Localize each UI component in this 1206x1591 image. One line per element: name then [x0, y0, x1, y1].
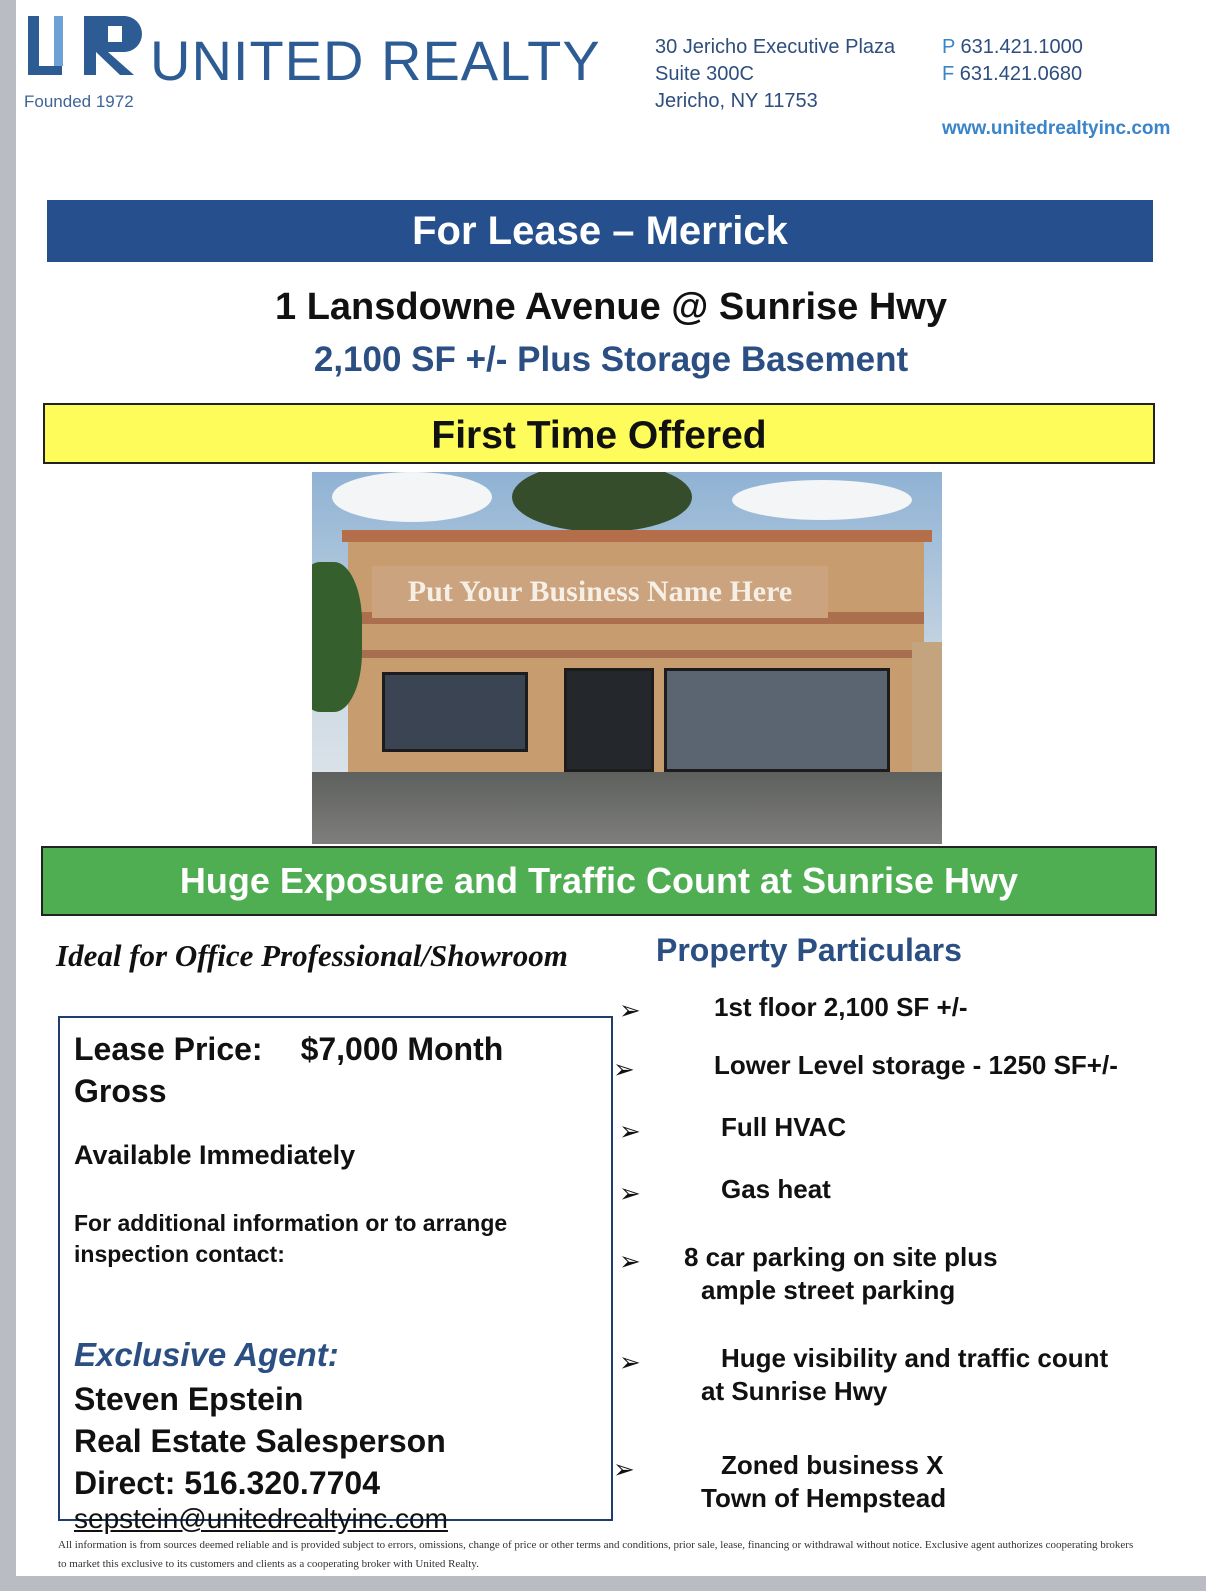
agent-details	[74, 1378, 446, 1504]
photo-cloud	[332, 472, 492, 522]
contact-instructions	[74, 1208, 507, 1270]
agent-email-link[interactable]: sepstein@unitedrealtyinc.com	[74, 1503, 448, 1534]
parking-lot	[312, 772, 942, 844]
storefront-window	[382, 672, 528, 752]
bullet-arrow-icon: ➢	[613, 1454, 635, 1484]
building-band	[348, 650, 924, 658]
availability: Available Immediately	[74, 1140, 356, 1170]
lease-price	[74, 1028, 503, 1112]
phone-prefix: P	[942, 36, 955, 58]
contact-numbers	[942, 34, 1083, 88]
fax-number: 631.421.0680	[959, 63, 1083, 85]
building-roof	[342, 530, 932, 542]
particular-item-continued: Town of Hempstead	[701, 1483, 947, 1513]
legal-disclaimer: All information is from sources deemed reliable and is provided subject to errors, omissions, change of price or other terms and conditions, prior sale, lease, financing or withdrawal without notice. Exclusive agent authorizes cooperating brokers to market this exclusive to its customers and clients as a cooperating broker with United Realty.	[58, 1539, 1134, 1570]
agent-name: Steven Epstein	[74, 1381, 304, 1417]
phone-line	[942, 34, 1083, 61]
flyer-page	[16, 0, 1206, 1576]
particular-item: Huge visibility and traffic count	[721, 1343, 1109, 1373]
storefront-door	[564, 668, 654, 772]
particular-item: 8 car parking on site plus	[684, 1242, 998, 1272]
building-side	[912, 642, 942, 772]
bullet-arrow-icon: ➢	[619, 1178, 641, 1208]
bullet-arrow-icon: ➢	[619, 1246, 641, 1276]
ideal-use: Ideal for Office Professional/Showroom	[56, 938, 568, 973]
exposure-banner: Huge Exposure and Traffic Count at Sunrise Hwy	[41, 846, 1157, 916]
brand-name: UNITED REALTY	[150, 29, 601, 92]
particular-item: Full HVAC	[721, 1112, 847, 1142]
lease-terms: Gross	[74, 1073, 167, 1109]
particular-item-continued: at Sunrise Hwy	[701, 1376, 888, 1406]
phone-number: 631.421.1000	[960, 36, 1083, 58]
for-lease-banner: For Lease – Merrick	[47, 200, 1153, 262]
lease-price-value: $7,000 Month	[300, 1031, 504, 1067]
address-line: 30 Jericho Executive Plaza	[655, 36, 896, 58]
info-line: inspection contact:	[74, 1241, 285, 1267]
particular-item: Zoned business X	[721, 1450, 944, 1480]
agent-phone: Direct: 516.320.7704	[74, 1465, 380, 1501]
founded-year: Founded 1972	[24, 92, 134, 111]
agent-heading: Exclusive Agent:	[74, 1336, 339, 1373]
fax-line	[942, 61, 1083, 88]
particular-item: Lower Level storage - 1250 SF+/-	[714, 1050, 1118, 1080]
particulars-heading: Property Particulars	[656, 932, 962, 968]
website-link[interactable]: www.unitedrealtyinc.com	[942, 118, 1171, 139]
bullet-arrow-icon: ➢	[619, 1347, 641, 1377]
bullet-arrow-icon: ➢	[619, 995, 641, 1025]
photo-cloud	[732, 480, 912, 520]
bullet-arrow-icon: ➢	[619, 1116, 641, 1146]
info-line: For additional information or to arrange	[74, 1210, 508, 1236]
particular-item-continued: ample street parking	[701, 1275, 956, 1305]
fax-prefix: F	[942, 63, 955, 85]
particular-item: 1st floor 2,100 SF +/-	[714, 992, 968, 1022]
office-address	[655, 34, 895, 115]
lease-price-label: Lease Price:	[74, 1031, 263, 1067]
property-address: 1 Lansdowne Avenue @ Sunrise Hwy	[275, 286, 947, 328]
business-sign: Put Your Business Name Here	[372, 566, 828, 618]
address-line: Suite 300C	[655, 63, 754, 85]
first-time-offered-banner: First Time Offered	[43, 403, 1155, 464]
photo-shrub	[312, 562, 362, 712]
address-line: Jericho, NY 11753	[655, 90, 818, 112]
property-photo	[312, 472, 942, 844]
storefront-window	[664, 668, 890, 772]
agent-title: Real Estate Salesperson	[74, 1423, 446, 1459]
bullet-arrow-icon: ➢	[613, 1054, 635, 1084]
particular-item: Gas heat	[721, 1174, 831, 1204]
ur-logo-icon	[24, 10, 164, 82]
property-size: 2,100 SF +/- Plus Storage Basement	[313, 340, 909, 379]
